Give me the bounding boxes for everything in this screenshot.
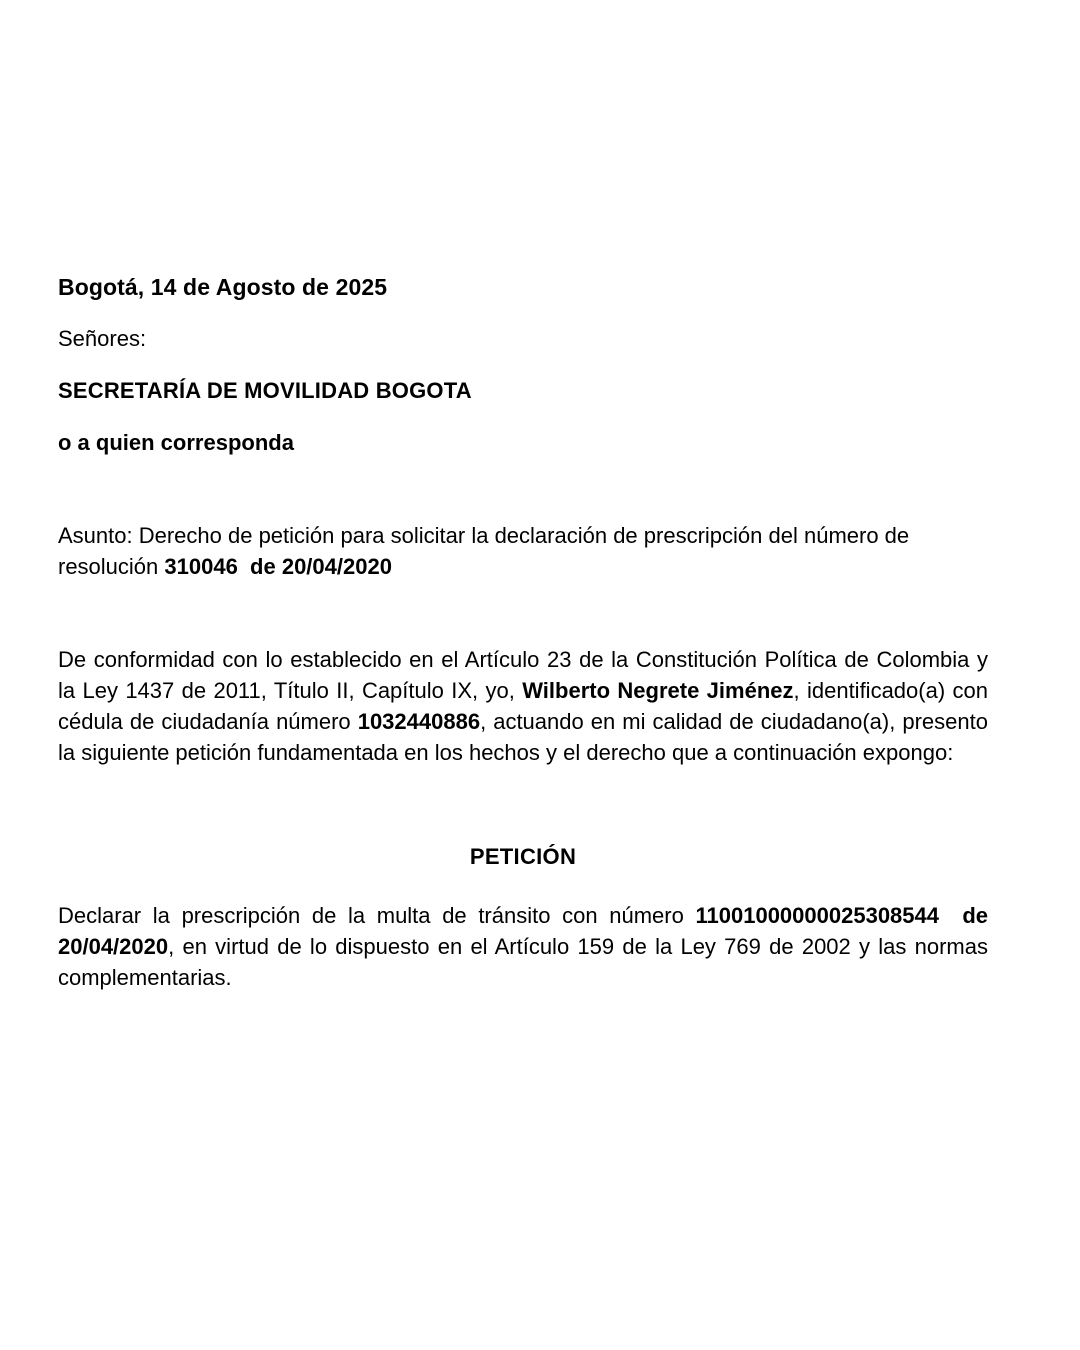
body-text-part-3: , actuando en mi calidad de ciudadano(a), presento la siguiente petición fundamentada en los hechos y el derecho que a continuación expongo: [58,709,995,765]
body-text-part-2: , identificado(a) con cédula de ciudadanía número [58,678,995,734]
spacer-before-body [58,582,988,644]
top-margin-spacer [58,0,988,272]
fine-date-connector: de [939,903,995,928]
petition-text-part-1: Declarar la prescripción de la multa de tránsito con número [58,903,696,928]
document-text-column [58,0,995,993]
subject-line [58,520,988,582]
petition-text-part-2: , en virtud de lo dispuesto en el Artículo 159 de la Ley 769 de 2002 y las normas complementarias. [58,934,995,990]
body-paragraph [58,644,995,768]
body-text-part-1: De conformidad con lo establecido en el Artículo 23 de la Constitución Política de Colombia y la Ley 1437 de 2011, Título II, Capítulo IX, yo, [58,647,995,703]
salutation: Señores: [58,326,147,351]
subject-resolution-date: 20/04/2020 [281,554,392,579]
spacer-after-salutation [58,354,988,376]
petitioner-id-number: 1032440886 [357,709,481,734]
petition-heading: PETICIÓN [469,844,577,869]
subject-label-text: Asunto: Derecho de petición para solicitar la declaración de prescripción del número de resolución [58,523,916,579]
spacer-after-petition-heading [58,872,988,900]
fine-date: 20/04/2020 [58,934,169,959]
petition-paragraph [58,900,995,993]
date-line: Bogotá, 14 de Agosto de 2025 [58,274,388,300]
spacer-before-subject [58,458,988,520]
subject-resolution-number: 310046 [164,554,238,579]
addressee-alternate: o a quien corresponda [58,430,294,455]
petitioner-name: Wilberto Negrete Jiménez [522,678,794,703]
spacer-after-addressee [58,406,988,428]
spacer-before-petition-heading [58,768,988,842]
fine-number: 11001000000025308544 [695,903,939,928]
spacer-after-date [58,302,988,324]
subject-date-connector: de [237,554,282,579]
addressee-organization: SECRETARÍA DE MOVILIDAD BOGOTA [58,378,472,403]
